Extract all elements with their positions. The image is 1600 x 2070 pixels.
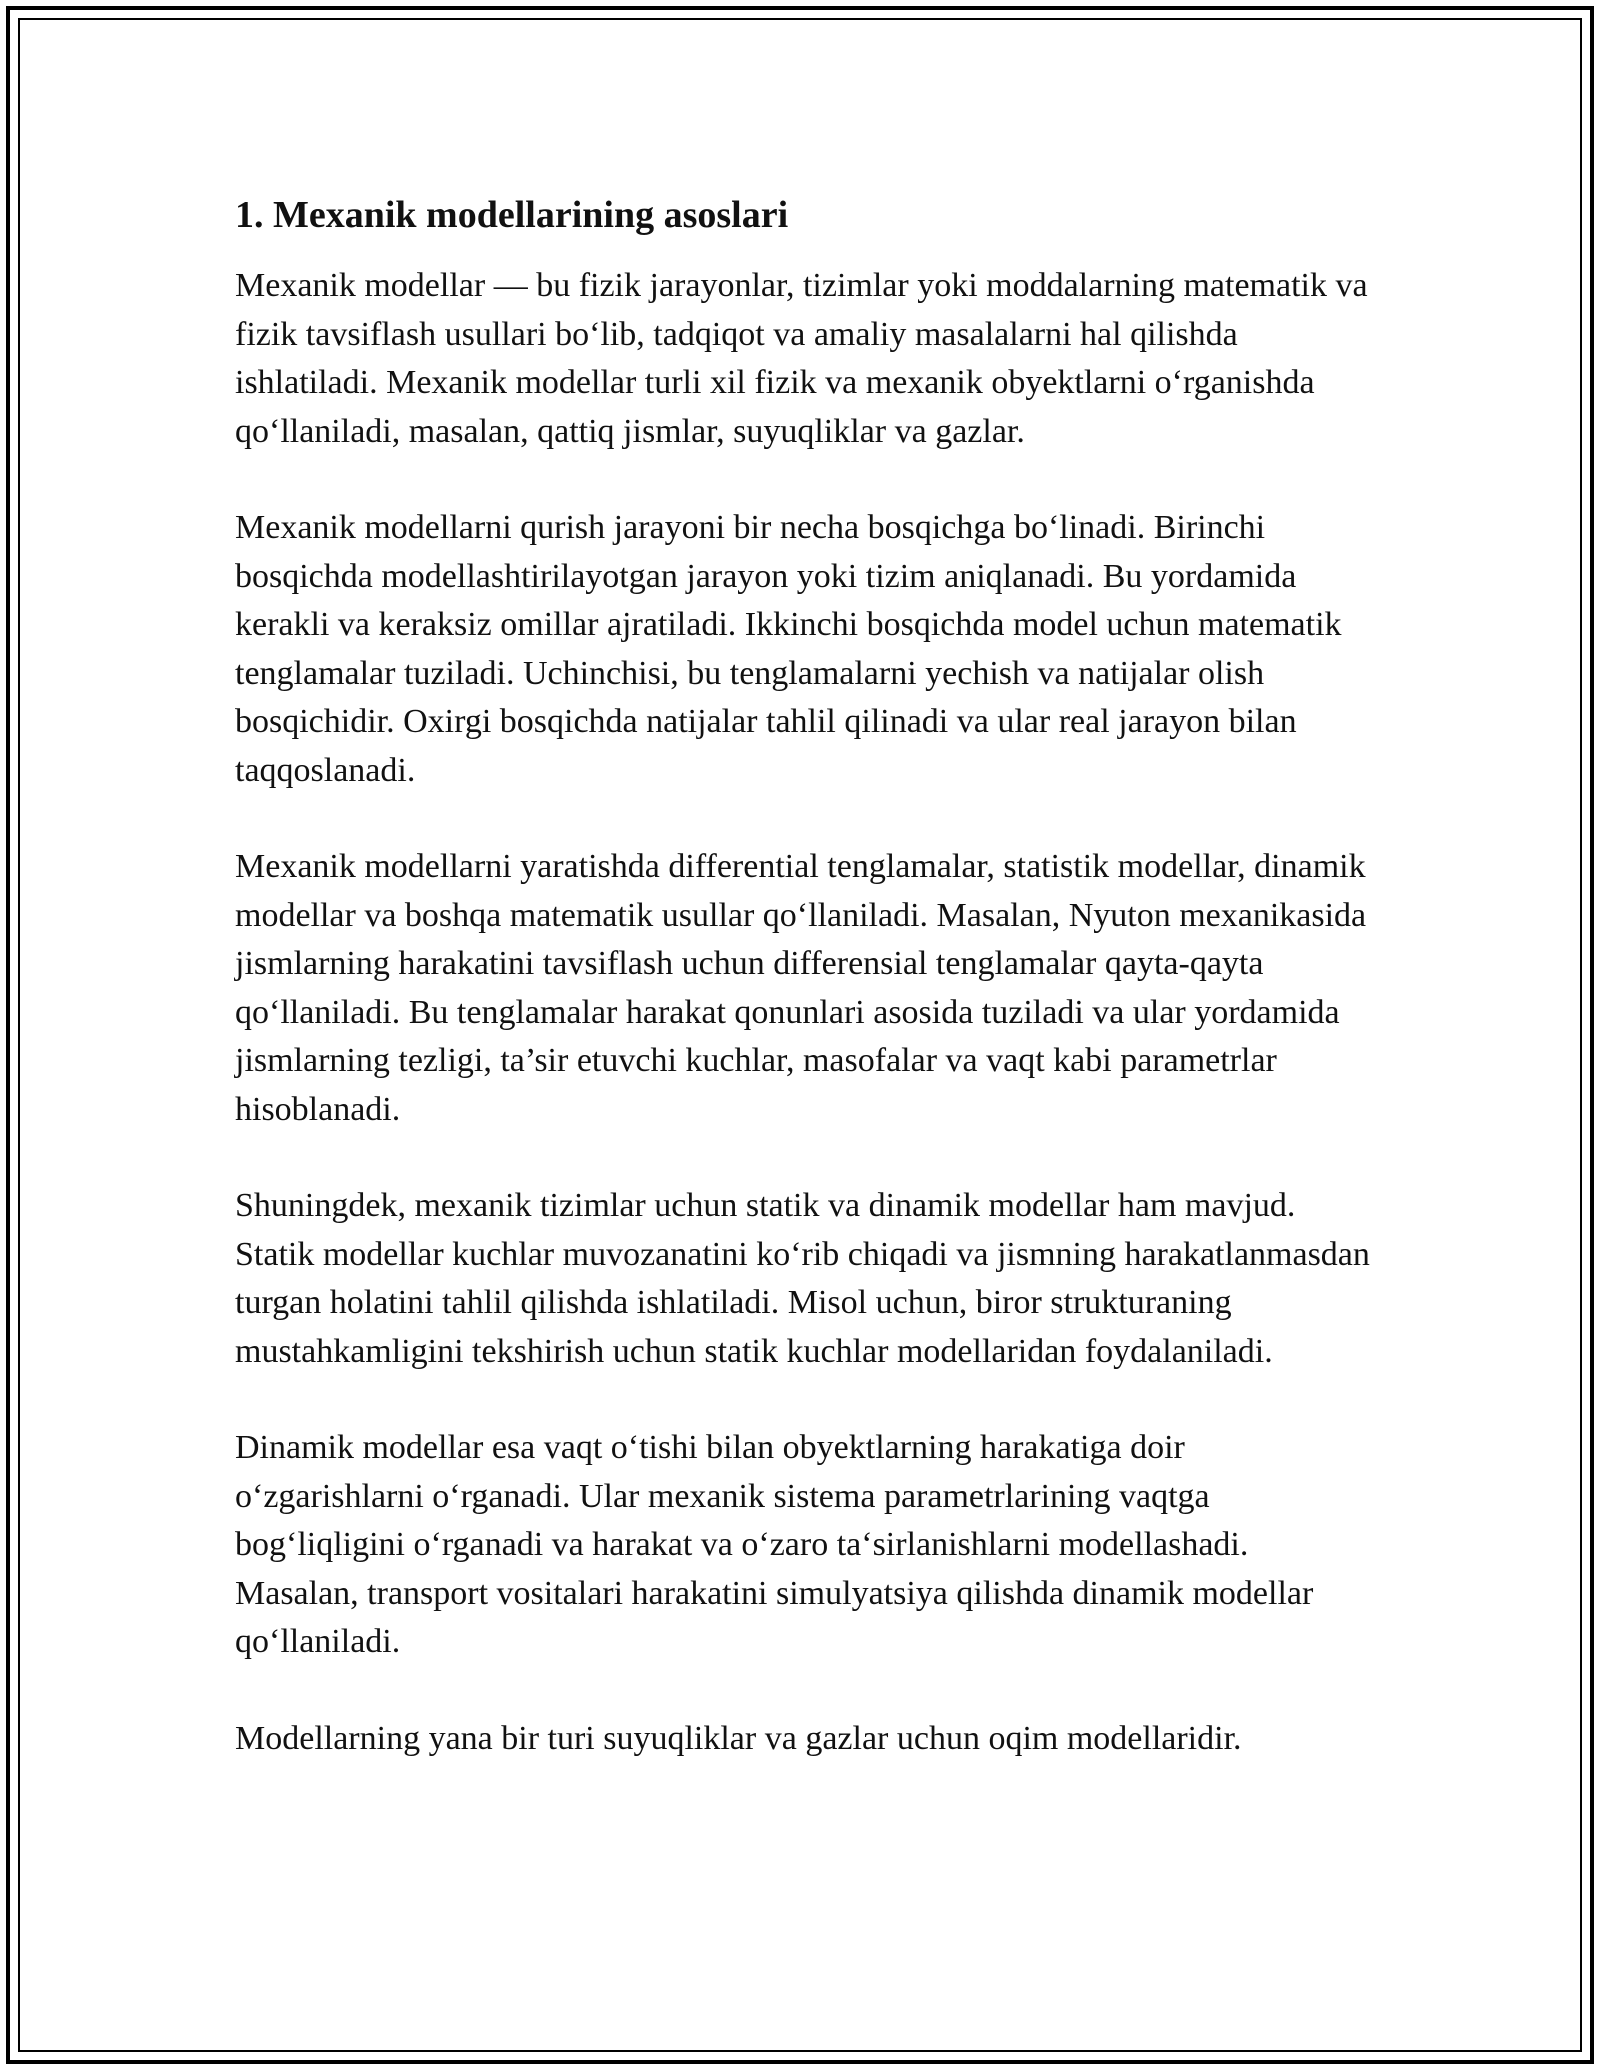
paragraph-6: Modellarning yana bir turi suyuqliklar va gazlar uchun oqim modellaridir.: [235, 1719, 1242, 1757]
section-heading: 1. Mexanik modellarining asoslari: [235, 194, 789, 236]
paragraph-1: Mexanik modellar — bu fizik jarayonlar, tizimlar yoki moddalarning matematik va fizik tavsiflash usullari bo‘lib, tadqiqot va amaliy masalalarni hal qilishda ishlatiladi. Mexanik modellar turli xil fizik va mexanik obyektlarni o‘rganishda qo‘llaniladi, masalan, qattiq jismlar, suyuqliklar va gazlar.: [235, 267, 1368, 450]
paragraph-5: Dinamik modellar esa vaqt o‘tishi bilan obyektlarning harakatiga doir o‘zgarishlarni o‘rganadi. Ular mexanik sistema parametrlarining vaqtga bog‘liqligini o‘rganadi va harakat va o‘zaro ta‘sirlanishlarni modellashadi. Masalan, transport vositalari harakatini simulyatsiya qilishda dinamik modellar qo‘llaniladi.: [235, 1429, 1314, 1660]
paragraph-2: Mexanik modellarni qurish jarayoni bir necha bosqichga bo‘linadi. Birinchi bosqichda modellashtirilayotgan jarayon yoki tizim aniqlanadi. Bu yordamida kerakli va keraksiz omillar ajratiladi. Ikkinchi bosqichda model uchun matematik tenglamalar tuziladi. Uchinchisi, bu tenglamalarni yechish va natijalar olish bosqichidir. Oxirgi bosqichda natijalar tahlil qilinadi va ular real jarayon bilan taqqoslanadi.: [235, 509, 1342, 789]
document-body: [235, 190, 1370, 1811]
paragraph-3: Mexanik modellarni yaratishda differential tenglamalar, statistik modellar, dinamik modellar va boshqa matematik usullar qo‘llaniladi. Masalan, Nyuton mexanikasida jismlarning harakatini tavsiflash uchun differensial tenglamalar qayta-qayta qo‘llaniladi. Bu tenglamalar harakat qonunlari asosida tuziladi va ular yordamida jismlarning tezligi, ta’sir etuvchi kuchlar, masofalar va vaqt kabi parametrlar hisoblanadi.: [235, 848, 1367, 1128]
paragraph-4: Shuningdek, mexanik tizimlar uchun statik va dinamik modellar ham mavjud. Statik modellar kuchlar muvozanatini ko‘rib chiqadi va jismning harakatlanmasdan turgan holatini tahlil qilishda ishlatiladi. Misol uchun, biror strukturaning mustahkamligini tekshirish uchun statik kuchlar modellaridan foydalaniladi.: [235, 1187, 1370, 1370]
